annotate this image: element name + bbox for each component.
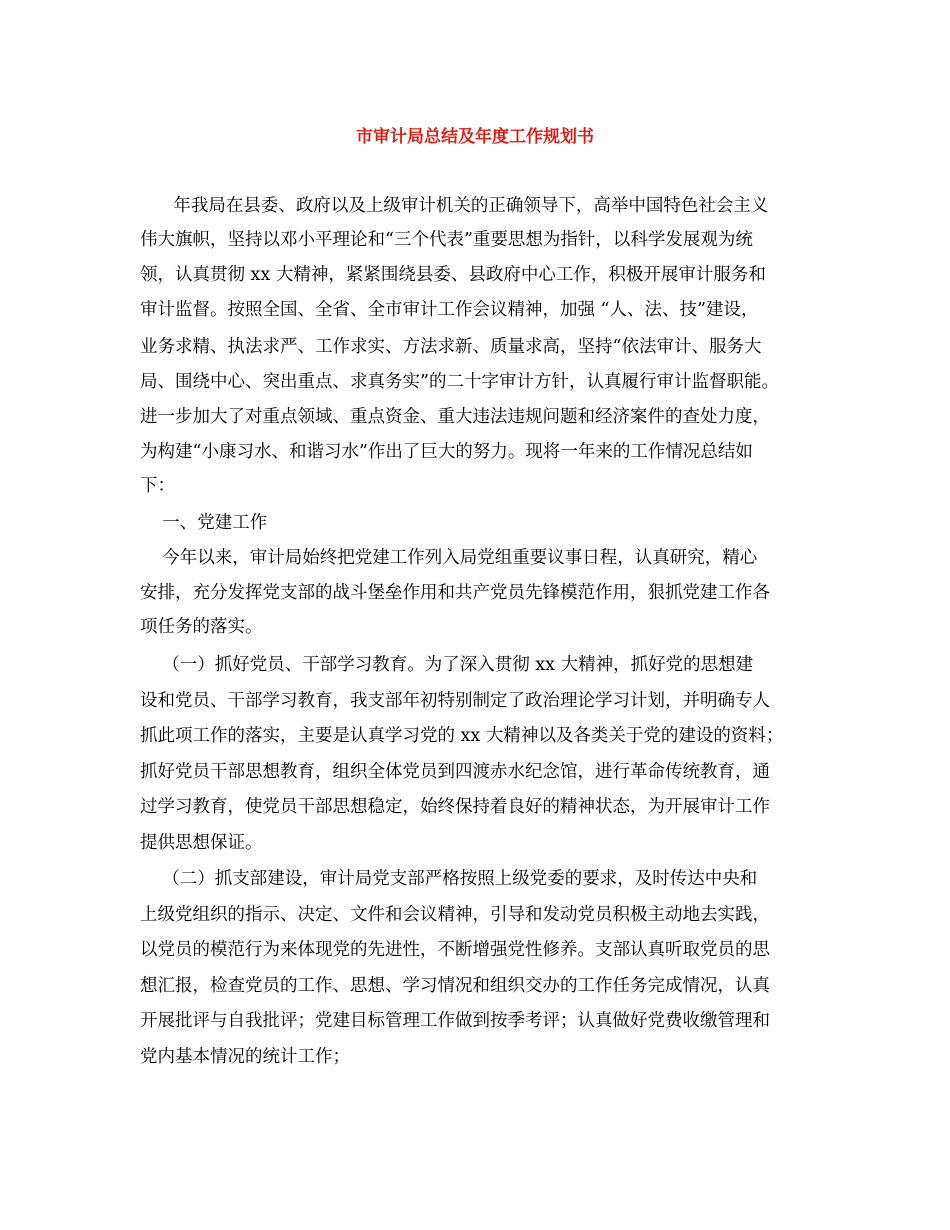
- body-line: 以党员的模范行为来体现党的先进性，不断增强党性修养。支部认真听取党员的思: [140, 940, 770, 960]
- body-line: 提供思想保证。: [140, 833, 263, 853]
- body-line: 安排，充分发挥党支部的战斗堡垒作用和共产党员先锋模范作用，狠抓党建工作各: [140, 583, 770, 603]
- body-line: 局、围绕中心、突出重点、求真务实”的二十字审计方针，认真履行审计监督职能。: [140, 372, 779, 392]
- body-line: 审计监督。按照全国、全省、全市审计工作会议精神，加强 “人、法、技”建设，: [140, 300, 759, 320]
- body-line: 业务求精、执法求严、工作求实、方法求新、质量求高，坚持“依法审计、服务大: [140, 337, 762, 357]
- body-line: 开展批评与自我批评；党建目标管理工作做到按季考评；认真做好党费收缴管理和: [140, 1011, 770, 1031]
- body-line: 进一步加大了对重点领域、重点资金、重大违法违规问题和经济案件的查处力度，: [140, 407, 770, 427]
- body-line: 抓好党员干部思想教育，组织全体党员到四渡赤水纪念馆，进行革命传统教育，通: [140, 762, 770, 782]
- body-line: 年我局在县委、政府以及上级审计机关的正确领导下，高举中国特色社会主义: [140, 196, 769, 216]
- section-heading: 一、党建工作: [140, 513, 268, 533]
- body-line: 上级党组织的指示、决定、文件和会议精神，引导和发动党员积极主动地去实践，: [140, 905, 770, 925]
- body-line: （二）抓支部建设，审计局党支部严格按照上级党委的要求，及时传达中央和: [140, 869, 758, 889]
- body-line: 过学习教育，使党员干部思想稳定，始终保持着良好的精神状态，为开展审计工作: [140, 797, 770, 817]
- document-title: 市审计局总结及年度工作规划书: [356, 127, 594, 147]
- body-line: 抓此项工作的落实，主要是认真学习党的 xx 大精神以及各类关于党的建设的资料；: [140, 726, 784, 746]
- body-line: 下：: [140, 476, 175, 496]
- body-line: 设和党员、干部学习教育，我支部年初特别制定了政治理论学习计划，并明确专人: [140, 691, 770, 711]
- body-line: 想汇报，检查党员的工作、思想、学习情况和组织交办的工作任务完成情况，认真: [140, 976, 770, 996]
- body-line: 为构建“小康习水、和谐习水”作出了巨大的努力。现将一年来的工作情况总结如: [140, 442, 753, 462]
- body-line: 党内基本情况的统计工作；: [140, 1047, 350, 1067]
- body-line: 项任务的落实。: [140, 617, 263, 637]
- body-line: 今年以来，审计局始终把党建工作列入局党组重要议事日程，认真研究，精心: [140, 548, 758, 568]
- body-line: 领，认真贯彻 xx 大精神，紧紧围绕县委、县政府中心工作，积极开展审计服务和: [140, 265, 766, 285]
- body-line: （一）抓好党员、干部学习教育。为了深入贯彻 xx 大精神，抓好党的思想建: [140, 655, 754, 675]
- body-line: 伟大旗帜，坚持以邓小平理论和“三个代表”重要思想为指针，以科学发展观为统: [140, 230, 753, 250]
